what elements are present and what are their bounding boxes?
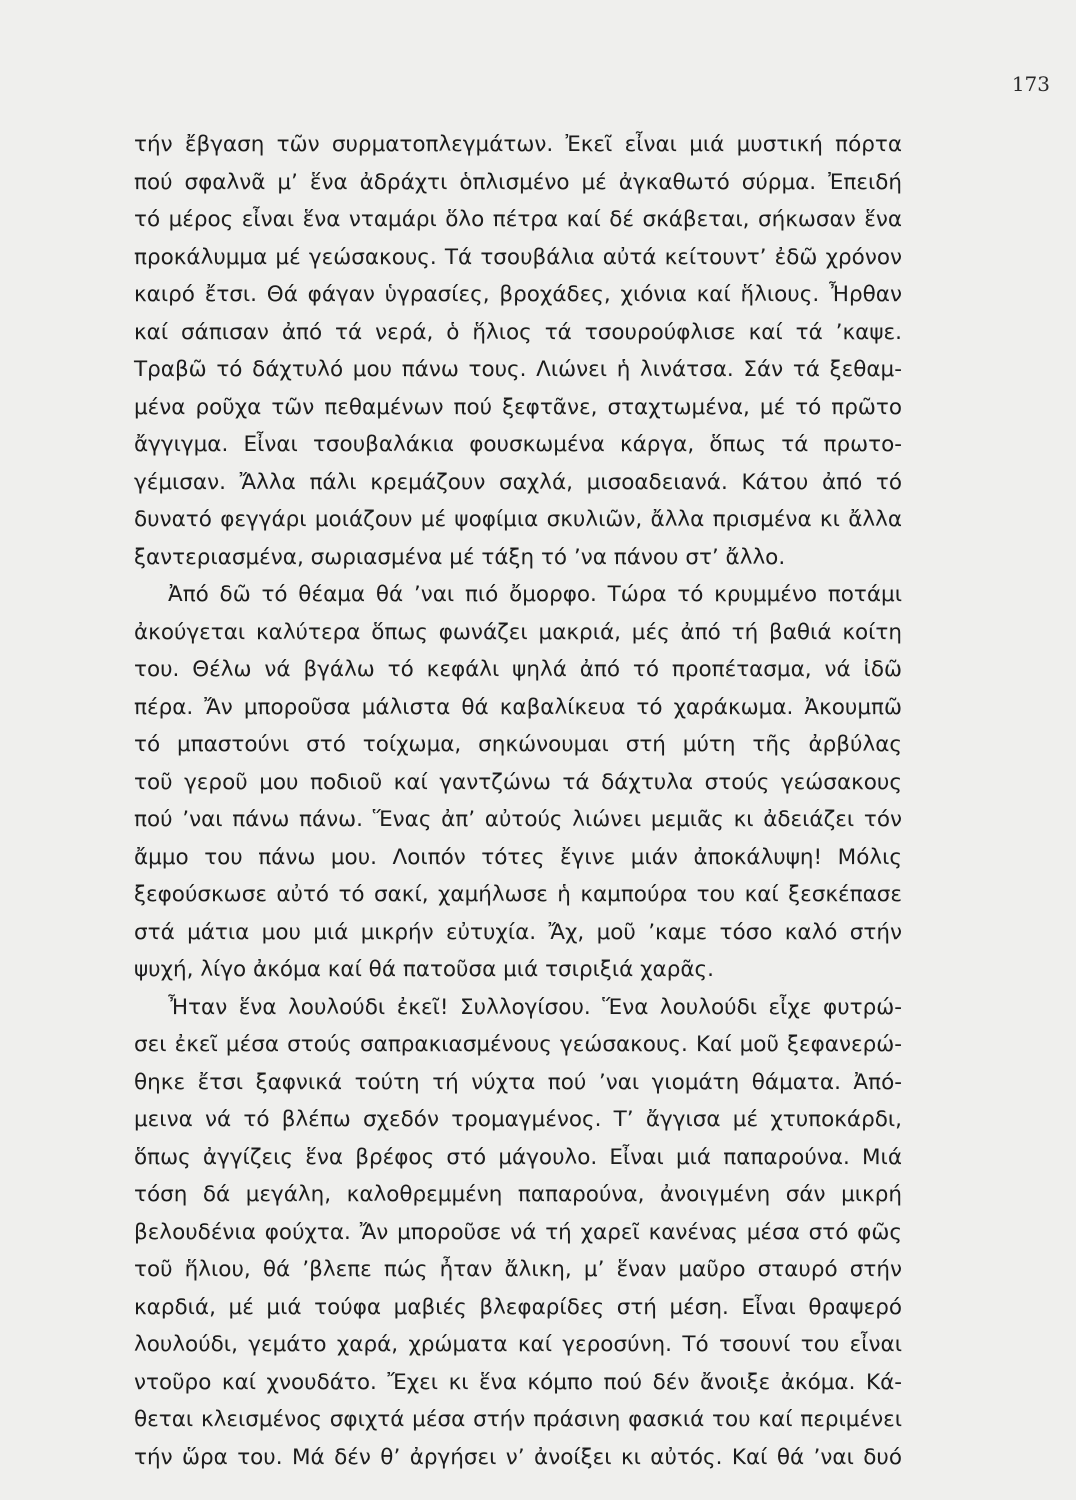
text-line: ντοῦρο καί χνουδάτο. Ἔχει κι ἕνα κόμπο πού δέν ἄνοιξε ἀκόμα. Κά-: [134, 1369, 902, 1395]
text-line: ἄμμο του πάνω μου. Λοιπόν τότες ἔγινε μιάν ἀποκάλυψη! Μόλις: [134, 844, 902, 870]
text-line: θεται κλεισμένος σφιχτά μέσα στήν πράσινη φασκιά του καί περιμένει: [134, 1407, 902, 1432]
text-line: πού σφαλνᾶ μ’ ἕνα ἀδράχτι ὁπλισμένο μέ ἀγκαθωτό σύρμα. Ἐπειδή: [134, 169, 902, 195]
text-line: σει ἐκεῖ μέσα στούς σαπρακιασμένους γεώσακους. Καί μοῦ ξεφανερώ-: [134, 1032, 902, 1057]
text-line: καί σάπισαν ἀπό τά νερά, ὁ ἥλιος τά τσουρούφλισε καί τά ’καψε.: [134, 319, 902, 345]
text-line: Ἀπό δῶ τό θέαμα θά ’ναι πιό ὄμορφο. Τώρα τό κρυμμένο ποτάμι: [168, 582, 902, 607]
text-line: τό μέρος εἶναι ἕνα νταμάρι ὅλο πέτρα καί δέ σκάβεται, σήκωσαν ἕνα: [134, 207, 902, 232]
text-line: τήν ὥρα του. Μά δέν θ’ ἀργήσει ν’ ἀνοίξει κι αὐτός. Καί θά ’ναι δυό: [134, 1444, 902, 1470]
page-number: 173: [1011, 72, 1050, 96]
text-line: Ἦταν ἕνα λουλούδι ἐκεῖ! Συλλογίσου. Ἕνα λουλούδι εἶχε φυτρώ-: [168, 994, 902, 1020]
text-line: στά μάτια μου μιά μικρήν εὐτυχία. Ἄχ, μοῦ ’καμε τόσο καλό στήν: [134, 919, 902, 945]
text-line: μεινα νά τό βλέπω σχεδόν τρομαγμένος. Τ’ ἄγγισα μέ χτυποκάρδι,: [134, 1107, 902, 1132]
text-line: ἄγγιγμα. Εἶναι τσουβαλάκια φουσκωμένα κάργα, ὅπως τά πρωτο-: [134, 432, 902, 457]
text-line: τήν ἔβγαση τῶν συρματοπλεγμάτων. Ἐκεῖ εἶναι μιά μυστική πόρτα: [134, 132, 902, 157]
text-line: καιρό ἔτσι. Θά φάγαν ὑγρασίες, βροχάδες, χιόνια καί ἥλιους. Ἦρθαν: [134, 282, 902, 307]
text-line: γέμισαν. Ἄλλα πάλι κρεμάζουν σαχλά, μισοαδειανά. Κάτου ἀπό τό: [134, 469, 902, 495]
text-line: προκάλυμμα μέ γεώσακους. Τά τσουβάλια αὐτά κείτουντ’ ἐδῶ χρόνον: [134, 244, 902, 270]
text-line: τοῦ γεροῦ μου ποδιοῦ καί γαντζώνω τά δάχτυλα στούς γεώσακους: [134, 769, 902, 795]
text-line: βελουδένια φούχτα. Ἄν μποροῦσε νά τή χαρεῖ κανένας μέσα στό φῶς: [134, 1219, 902, 1245]
text-line: θηκε ἔτσι ξαφνικά τούτη τή νύχτα πού ’ναι γιομάτη θάματα. Ἀπό-: [134, 1069, 902, 1095]
text-line: λουλούδι, γεμάτο χαρά, χρώματα καί γεροσύνη. Τό τσουνί του εἶναι: [134, 1332, 902, 1357]
text-line: Τραβῶ τό δάχτυλό μου πάνω τους. Λιώνει ἡ λινάτσα. Σάν τά ξεθαμ-: [134, 357, 902, 382]
text-line: πέρα. Ἄν μποροῦσα μάλιστα θά καβαλίκευα τό χαράκωμα. Ἀκουμπῶ: [134, 694, 902, 720]
text-line: πού ’ναι πάνω πάνω. Ἕνας ἀπ’ αὐτούς λιώνει μεμιᾶς κι ἀδειάζει τόν: [134, 807, 902, 832]
text-line: ἀκούγεται καλύτερα ὅπως φωνάζει μακριά, μές ἀπό τή βαθιά κοίτη: [134, 619, 902, 645]
text-line: τοῦ ἥλιου, θά ’βλεπε πώς ἦταν ἄλικη, μ’ ἕναν μαῦρο σταυρό στήν: [134, 1257, 902, 1282]
page-text-body: [134, 126, 902, 1476]
text-line: ψυχή, λίγο ἀκόμα καί θά πατοῦσα μιά τσιριξιά χαρᾶς.: [134, 957, 714, 982]
text-line: του. Θέλω νά βγάλω τό κεφάλι ψηλά ἀπό τό προπέτασμα, νά ἰδῶ: [134, 657, 902, 682]
text-line: δυνατό φεγγάρι μοιάζουν μέ ψοφίμια σκυλιῶν, ἄλλα πρισμένα κι ἄλλα: [134, 507, 902, 532]
text-line: ὅπως ἀγγίζεις ἕνα βρέφος στό μάγουλο. Εἶναι μιά παπαρούνα. Μιά: [134, 1144, 902, 1170]
text-line: τόση δά μεγάλη, καλοθρεμμένη παπαρούνα, ἀνοιγμένη σάν μικρή: [134, 1182, 902, 1207]
text-line: ξεφούσκωσε αὐτό τό σακί, χαμήλωσε ἡ καμπούρα του καί ξεσκέπασε: [134, 882, 902, 907]
text-line: τό μπαστούνι στό τοίχωμα, σηκώνουμαι στή μύτη τῆς ἀρβύλας: [134, 732, 902, 757]
text-line: μένα ροῦχα τῶν πεθαμένων πού ξεφτᾶνε, σταχτωμένα, μέ τό πρῶτο: [134, 394, 902, 420]
text-line: ξαντεριασμένα, σωριασμένα μέ τάξη τό ’να πάνου στ’ ἄλλο.: [134, 544, 786, 570]
text-line: καρδιά, μέ μιά τούφα μαβιές βλεφαρίδες στή μέση. Εἶναι θραψερό: [134, 1294, 902, 1320]
